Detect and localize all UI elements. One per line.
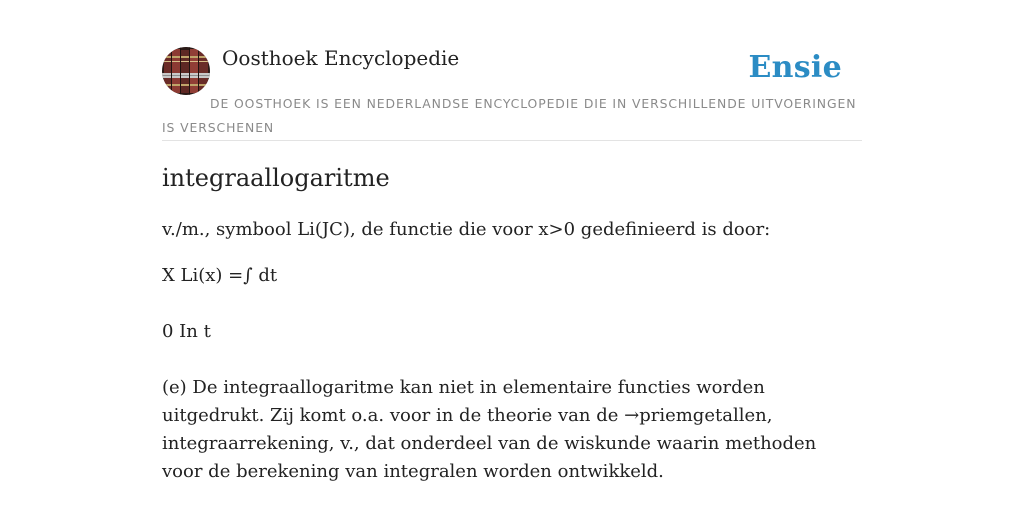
encyclopedia-books-icon[interactable] xyxy=(162,47,210,95)
article xyxy=(162,158,862,486)
formula-bounds-line: 0 In t xyxy=(162,321,211,342)
brand-logo[interactable]: Ensie xyxy=(748,50,842,85)
definition-paragraph: v./m., symbool Li(JC), de functie die voor x>0 gedefinieerd is door: xyxy=(162,219,771,240)
site-title[interactable]: Oosthoek Encyclopedie xyxy=(222,46,460,70)
site-tagline: DE OOSTHOEK IS EEN NEDERLANDSE ENCYCLOPEDIE DIE IN VERSCHILLENDE UITVOERINGEN IS VERSCHENEN xyxy=(162,96,857,135)
body-paragraph: (e) De integraallogaritme kan niet in elementaire functies worden uitgedrukt. Zij komt o.a. voor in de theorie van de →priemgetallen, integraarrekening, v., dat onderdeel van de wiskunde waarin methoden voor de berekening van integralen worden ontwikkeld. xyxy=(162,377,817,482)
site-header xyxy=(162,44,862,141)
formula-line: X Li(x) =∫ dt xyxy=(162,265,278,286)
article-title: integraallogaritme xyxy=(162,164,390,192)
